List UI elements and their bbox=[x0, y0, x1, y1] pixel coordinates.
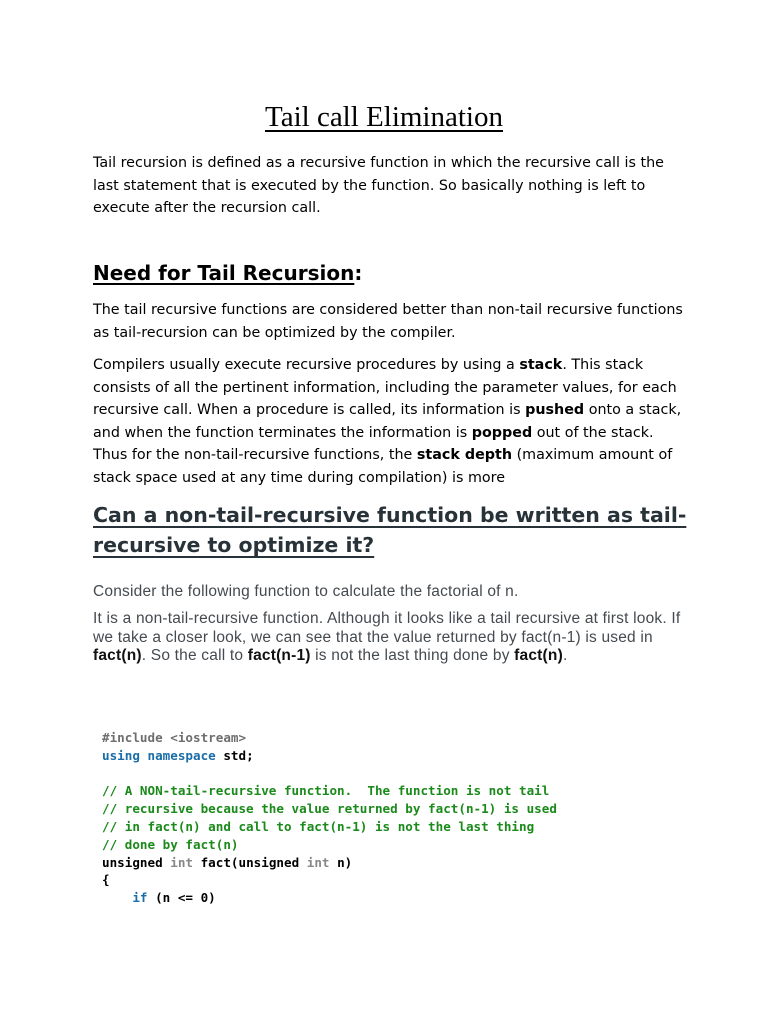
bold-run: stack bbox=[519, 357, 563, 373]
text-run: Compilers usually execute recursive procedures by using a bbox=[93, 357, 520, 373]
code-line-include bbox=[102, 729, 682, 747]
type-keyword: int bbox=[306, 854, 330, 870]
code-indent bbox=[102, 890, 132, 905]
need-heading-colon: : bbox=[354, 261, 363, 285]
code-line-comment bbox=[102, 782, 682, 800]
need-heading bbox=[93, 259, 693, 287]
bold-run: fact(n) bbox=[93, 647, 142, 664]
code-line-signature bbox=[102, 854, 682, 872]
bold-run: fact(n) bbox=[514, 647, 563, 664]
code-comment: // done by fact(n) bbox=[102, 836, 239, 852]
explain-paragraph bbox=[93, 610, 693, 666]
code-text: n) bbox=[329, 854, 353, 870]
code-line-using bbox=[102, 747, 682, 765]
code-comment: // recursive because the value returned by fact(n-1) is used bbox=[102, 801, 557, 817]
text-run: onto a stack, and when the function terminates the information is bbox=[93, 402, 682, 441]
code-text: std; bbox=[215, 747, 254, 763]
code-line-blank bbox=[102, 765, 682, 783]
type-keyword: int bbox=[170, 854, 193, 870]
text-run: . This stack consists of all the pertinent information, including the parameter values, for each recursive call. When a procedure is called, its information is bbox=[93, 357, 677, 419]
can-heading: Can a non-tail-recursive function be written as tail-recursive to optimize it? bbox=[93, 503, 687, 557]
bold-run: pushed bbox=[525, 402, 585, 419]
code-line-if bbox=[102, 889, 682, 907]
text-run: . bbox=[562, 647, 568, 664]
consider-paragraph: Consider the following function to calculate the factorial of n. bbox=[93, 583, 519, 600]
need-paragraph-2 bbox=[93, 354, 683, 490]
page-title: Tail call Elimination bbox=[265, 101, 503, 133]
code-line-comment bbox=[102, 818, 682, 836]
bold-run: stack depth bbox=[416, 447, 513, 464]
preprocessor-directive: #include <iostream> bbox=[102, 730, 247, 745]
keyword: using bbox=[102, 747, 140, 763]
text-run: out of the stack. Thus for the non-tail-recursive functions, the bbox=[93, 424, 654, 464]
need-paragraph-1: The tail recursive functions are considered better than non-tail recursive functions as tail-recursion can be optimized by the compiler. bbox=[93, 302, 683, 341]
keyword: namespace bbox=[147, 747, 216, 763]
code-text: unsigned bbox=[102, 854, 171, 870]
code-line-comment bbox=[102, 836, 682, 854]
text-run: . So the call to bbox=[141, 647, 248, 664]
need-heading-text: Need for Tail Recursion bbox=[93, 261, 355, 285]
text-run: is not the last thing done by bbox=[310, 647, 515, 664]
text-run: (maximum amount of stack space used at any time during compilation) is more bbox=[93, 447, 673, 486]
keyword: if bbox=[132, 890, 148, 906]
bold-run: popped bbox=[471, 424, 533, 441]
code-text: fact(unsigned bbox=[193, 854, 307, 870]
bold-run: fact(n-1) bbox=[247, 647, 311, 664]
code-text: { bbox=[102, 872, 110, 888]
code-block bbox=[102, 729, 682, 907]
text-run: It is a non-tail-recursive function. Although it looks like a tail recursive at first look. If we take a closer look, we can see that the value returned by fact(n-1) is used in bbox=[93, 610, 681, 646]
intro-paragraph: Tail recursion is defined as a recursive function in which the recursive call is the last statement that is executed by the function. So basically nothing is left to execute after the recursion call. bbox=[93, 155, 664, 217]
code-line-brace bbox=[102, 871, 682, 889]
code-text: (n <= 0) bbox=[147, 890, 216, 906]
code-line-comment bbox=[102, 800, 682, 818]
code-comment: // A NON-tail-recursive function. The function is not tail bbox=[102, 783, 550, 799]
code-comment: // in fact(n) and call to fact(n-1) is not the last thing bbox=[102, 818, 535, 834]
